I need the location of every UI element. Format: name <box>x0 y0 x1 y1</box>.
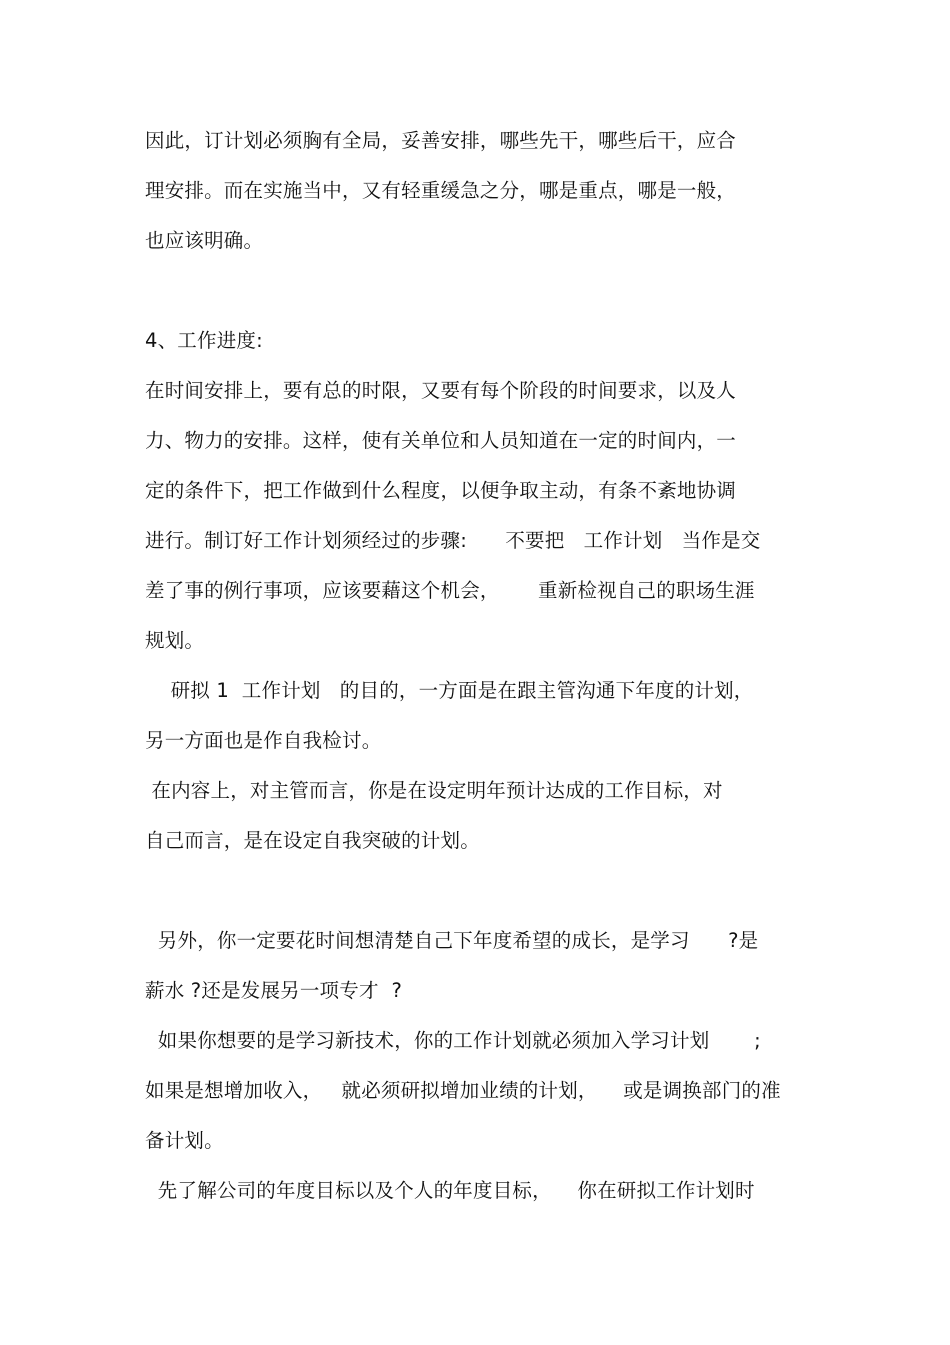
text-line: 研拟 1 工作计划 的目的，一方面是在跟主管沟通下年度的计划， <box>145 679 754 702</box>
text-line: 也应该明确。 <box>145 229 264 252</box>
text-line: 差了事的例行事项，应该要藉这个机会， 重新检视自己的职场生涯 <box>145 579 755 602</box>
text-line: 薪水 ?还是发展另一项专才 ? <box>145 979 402 1002</box>
text-line: 进行。制订好工作计划须经过的步骤: 不要把 工作计划 当作是交 <box>145 529 761 552</box>
text-line: 先了解公司的年度目标以及个人的年度目标， 你在研拟工作计划时 <box>145 1179 755 1202</box>
text-line: 在时间安排上，要有总的时限，又要有每个阶段的时间要求，以及人 <box>145 379 737 402</box>
text-line: 自己而言，是在设定自我突破的计划。 <box>145 829 480 852</box>
section-heading: 4、工作进度: <box>145 329 263 352</box>
text-line: 另外，你一定要花时间想清楚自己下年度希望的成长，是学习 ?是 <box>145 929 759 952</box>
text-line: 如果是想增加收入， 就必须研拟增加业绩的计划， 或是调换部门的准 <box>145 1079 781 1102</box>
text-line: 备计划。 <box>145 1129 224 1152</box>
text-line: 规划。 <box>145 629 205 652</box>
text-line: 在内容上，对主管而言，你是在设定明年预计达成的工作目标，对 <box>145 779 723 802</box>
text-line: 因此，订计划必须胸有全局，妥善安排，哪些先干，哪些后干，应合 <box>145 129 737 152</box>
text-line: 定的条件下，把工作做到什么程度，以便争取主动，有条不紊地协调 <box>145 479 737 502</box>
text-line: 理安排。而在实施当中，又有轻重缓急之分，哪是重点，哪是一般， <box>145 179 737 202</box>
text-line: 力、物力的安排。这样，使有关单位和人员知道在一定的时间内，一 <box>145 429 737 452</box>
text-line: 如果你想要的是学习新技术，你的工作计划就必须加入学习计划 ; <box>145 1029 761 1052</box>
text-line: 另一方面也是作自我检讨。 <box>145 729 382 752</box>
